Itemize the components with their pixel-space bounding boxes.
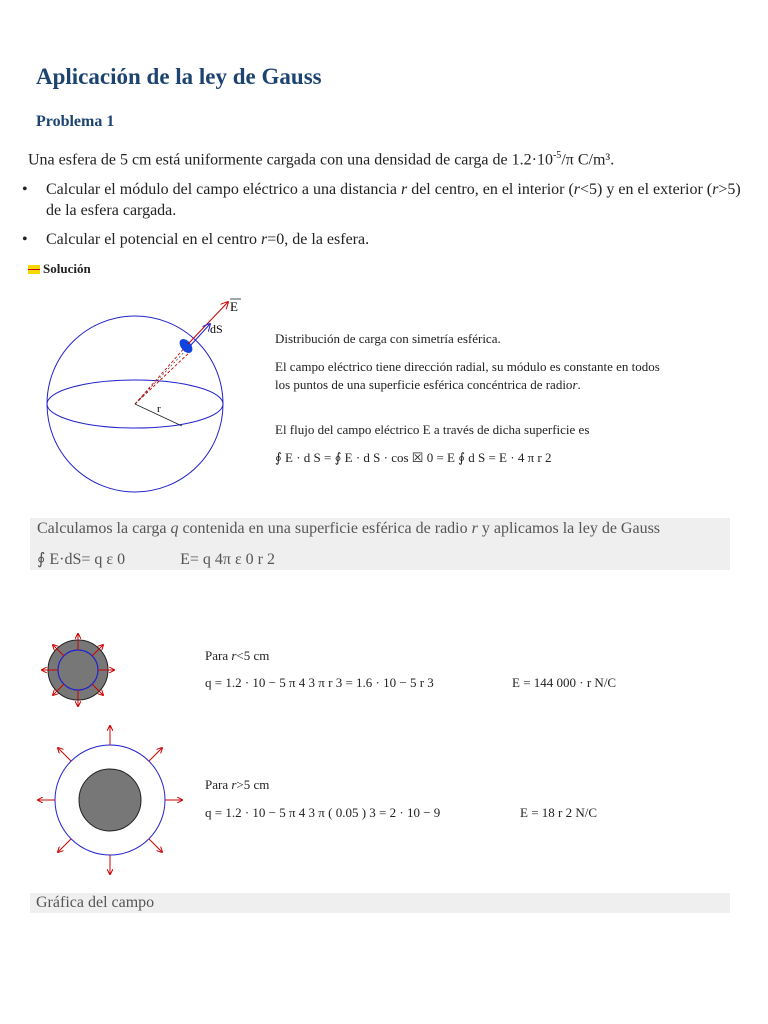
task-item: • Calcular el módulo del campo eléctrico a una distancia r del centro, en el interior (r<5) y en el exterior (r>5) de la esfera cargada.	[22, 181, 741, 219]
page-title: Aplicación de la ley de Gauss	[36, 64, 322, 89]
description-p3: El flujo del campo eléctrico E a través de dicha superficie es	[275, 422, 590, 437]
field-graph-heading: Gráfica del campo	[36, 894, 155, 911]
flux-equation: ∮ E · d S = ∮ E · d S · cos ☒ 0 = E ∮ d S = E · 4 π r 2	[275, 450, 552, 465]
cone-edge-right	[135, 350, 192, 404]
cone-edge-left	[135, 345, 187, 404]
problem-statement	[28, 150, 614, 169]
task-item: • Calcular el potencial en el centro r=0, de la esfera.	[22, 231, 370, 248]
area-label: dS	[210, 322, 223, 336]
description-p1: Distribución de carga con simetría esférica.	[275, 331, 501, 346]
inner-charge-equation: q = 1.2 · 10 − 5 π 4 3 π r 3 = 1.6 · 10 − 5 r 3	[205, 675, 434, 690]
radius-label: r	[157, 403, 161, 415]
task-list	[22, 179, 748, 258]
collapse-icon[interactable]	[28, 265, 40, 274]
solution-label: Solución	[43, 261, 91, 276]
solution-toggle[interactable]	[28, 261, 91, 277]
description-p2: El campo eléctrico tiene dirección radial, su módulo es constante en todos los puntos de una superficie esférica concéntrica de radior.	[275, 359, 660, 392]
cone-axis	[135, 348, 188, 404]
inner-case-label: Para r<5 cm	[205, 648, 270, 663]
area-vector	[190, 324, 210, 346]
gauss-law-equation: ∮ E·dS= q ε 0 E= q 4π ε 0 r 2	[37, 551, 275, 568]
outer-charge-equation: q = 1.2 · 10 − 5 π 4 3 π ( 0.05 ) 3 = 2 · 10 − 9	[205, 805, 441, 820]
sphere-flux-diagram	[40, 290, 280, 500]
outer-case-label: Para r>5 cm	[205, 777, 270, 792]
intro-text: Una esfera de 5 cm está uniformente cargada con una densidad de carga de 1.2·10	[28, 151, 553, 169]
inner-field-equation: E = 144 000 · r N/C	[512, 675, 617, 690]
bullet-icon: •	[22, 181, 28, 198]
intro-exponent: -5	[552, 150, 562, 161]
bullet-icon: •	[22, 231, 28, 248]
outer-field-equation: E = 18 r 2 N/C	[520, 805, 598, 820]
outer-case-diagram	[34, 722, 186, 880]
intro-unit: /π C/m³.	[561, 151, 615, 169]
charged-sphere	[79, 769, 141, 831]
inner-case-diagram	[36, 628, 120, 712]
gauss-law-text: Calculamos la carga q contenida en una superficie esférica de radio r y aplicamos la ley de Gauss	[37, 520, 661, 537]
problem-heading: Problema 1	[36, 113, 115, 130]
field-label: E	[230, 299, 238, 314]
